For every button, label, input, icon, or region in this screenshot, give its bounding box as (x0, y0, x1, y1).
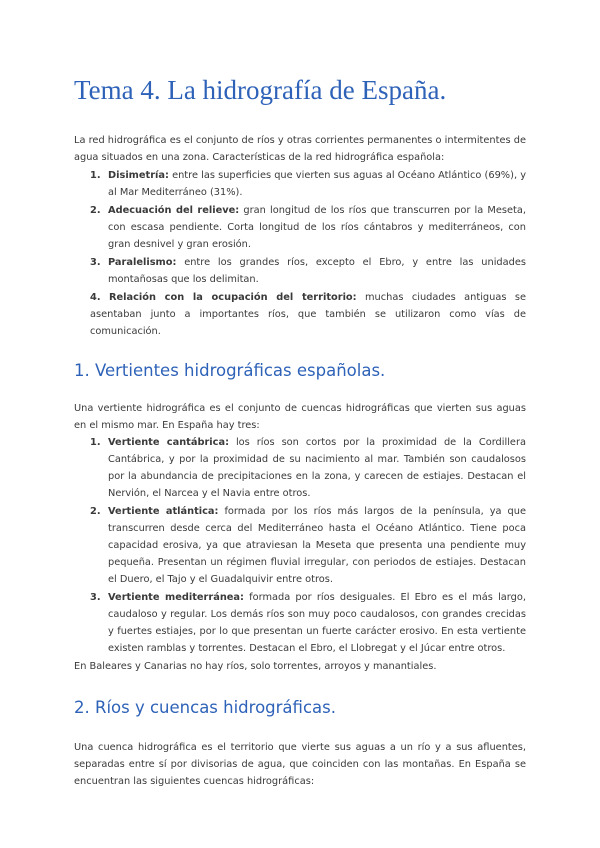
list-term: Vertiente atlántica: (108, 506, 219, 517)
list-term: Relación con la ocupación del territorio: (108, 292, 357, 303)
section2-intro: Una cuenca hidrográfica es el territorio que vierte sus aguas a un río y a sus afluentes, separadas entre sí por divisorias de agua, que coinciden con las montañas. En España se encuentran las siguientes cuencas hidrográficas: (74, 742, 526, 787)
list-item (74, 434, 526, 502)
list-term: Vertiente cantábrica: (108, 437, 229, 448)
list-number: 2. (90, 506, 101, 517)
characteristics-list (74, 167, 526, 340)
list-term: Disimetría: (108, 170, 169, 181)
list-item (74, 202, 526, 253)
vertientes-list (74, 434, 526, 657)
list-term: Paralelismo: (108, 257, 177, 268)
list-text: entre las superficies que vierten sus aguas al Océano Atlántico (69%), y al Mar Mediterráneo (31%). (108, 170, 526, 198)
section-heading-cuencas: 2. Ríos y cuencas hidrográficas. (74, 698, 336, 717)
list-number: 3. (90, 257, 101, 268)
list-number: 3. (90, 592, 101, 603)
list-item (74, 503, 526, 588)
list-item (74, 289, 526, 340)
list-text: gran longitud de los ríos que transcurren por la Meseta, con escasa pendiente. Corta longitud de los ríos cántabros y mediterráneos, con gran desnivel y gran erosión. (108, 205, 527, 250)
list-number: 4. (90, 292, 101, 303)
list-number: 1. (90, 170, 101, 181)
list-text: muchas ciudades antiguas se asentaban junto a importantes ríos, que también se utilizaron como vías de comunicación. (90, 292, 526, 337)
section1-intro: Una vertiente hidrográfica es el conjunto de cuencas hidrográficas que vierten sus aguas en el mismo mar. En España hay tres: (74, 403, 526, 431)
page-title: Tema 4. La hidrografía de España. (74, 75, 447, 105)
list-term: Adecuación del relieve: (108, 205, 240, 216)
list-text: los ríos son cortos por la proximidad de la Cordillera Cantábrica, y por la proximidad de su nacimiento al mar. También son caudalosos por la abundancia de precipitaciones en la zona, y carecen de estiajes. Destacan el Nervión, el Narcea y el Navia entre otros. (108, 437, 526, 499)
list-term: Vertiente mediterránea: (108, 592, 244, 603)
section-heading-vertientes: 1. Vertientes hidrográficas españolas. (74, 361, 386, 380)
list-text: formada por los ríos más largos de la península, ya que transcurren desde cerca del Mediterráneo hasta el Océano Atlántico. Tiene poca capacidad erosiva, ya que atraviesan la Meseta que presenta una pendiente muy pequeña. Presentan un régimen fluvial irregular, con periodos de estiajes. Destacan el Duero, el Tajo y el Guadalquivir entre otros. (108, 506, 526, 585)
list-text: formada por ríos desiguales. El Ebro es el más largo, caudaloso y regular. Los demás ríos son muy poco caudalosos, con grandes crecidas y fuertes estiajes, por lo que presentan un fuerte carácter erosivo. En esta vertiente existen ramblas y torrentes. Destacan el Ebro, el Llobregat y el Júcar entre otros. (108, 592, 526, 654)
list-number: 2. (90, 205, 101, 216)
list-item (74, 589, 526, 657)
list-text: entre los grandes ríos, excepto el Ebro, y entre las unidades montañosas que los delimitan. (108, 257, 526, 285)
list-item (74, 167, 526, 201)
intro-paragraph: La red hidrográfica es el conjunto de ríos y otras corrientes permanentes o intermitentes de agua situados en una zona. Características de la red hidrográfica española: (74, 135, 526, 163)
list-item (74, 254, 526, 288)
list-number: 1. (90, 437, 101, 448)
section1-note: En Baleares y Canarias no hay ríos, solo torrentes, arroyos y manantiales. (74, 661, 437, 672)
